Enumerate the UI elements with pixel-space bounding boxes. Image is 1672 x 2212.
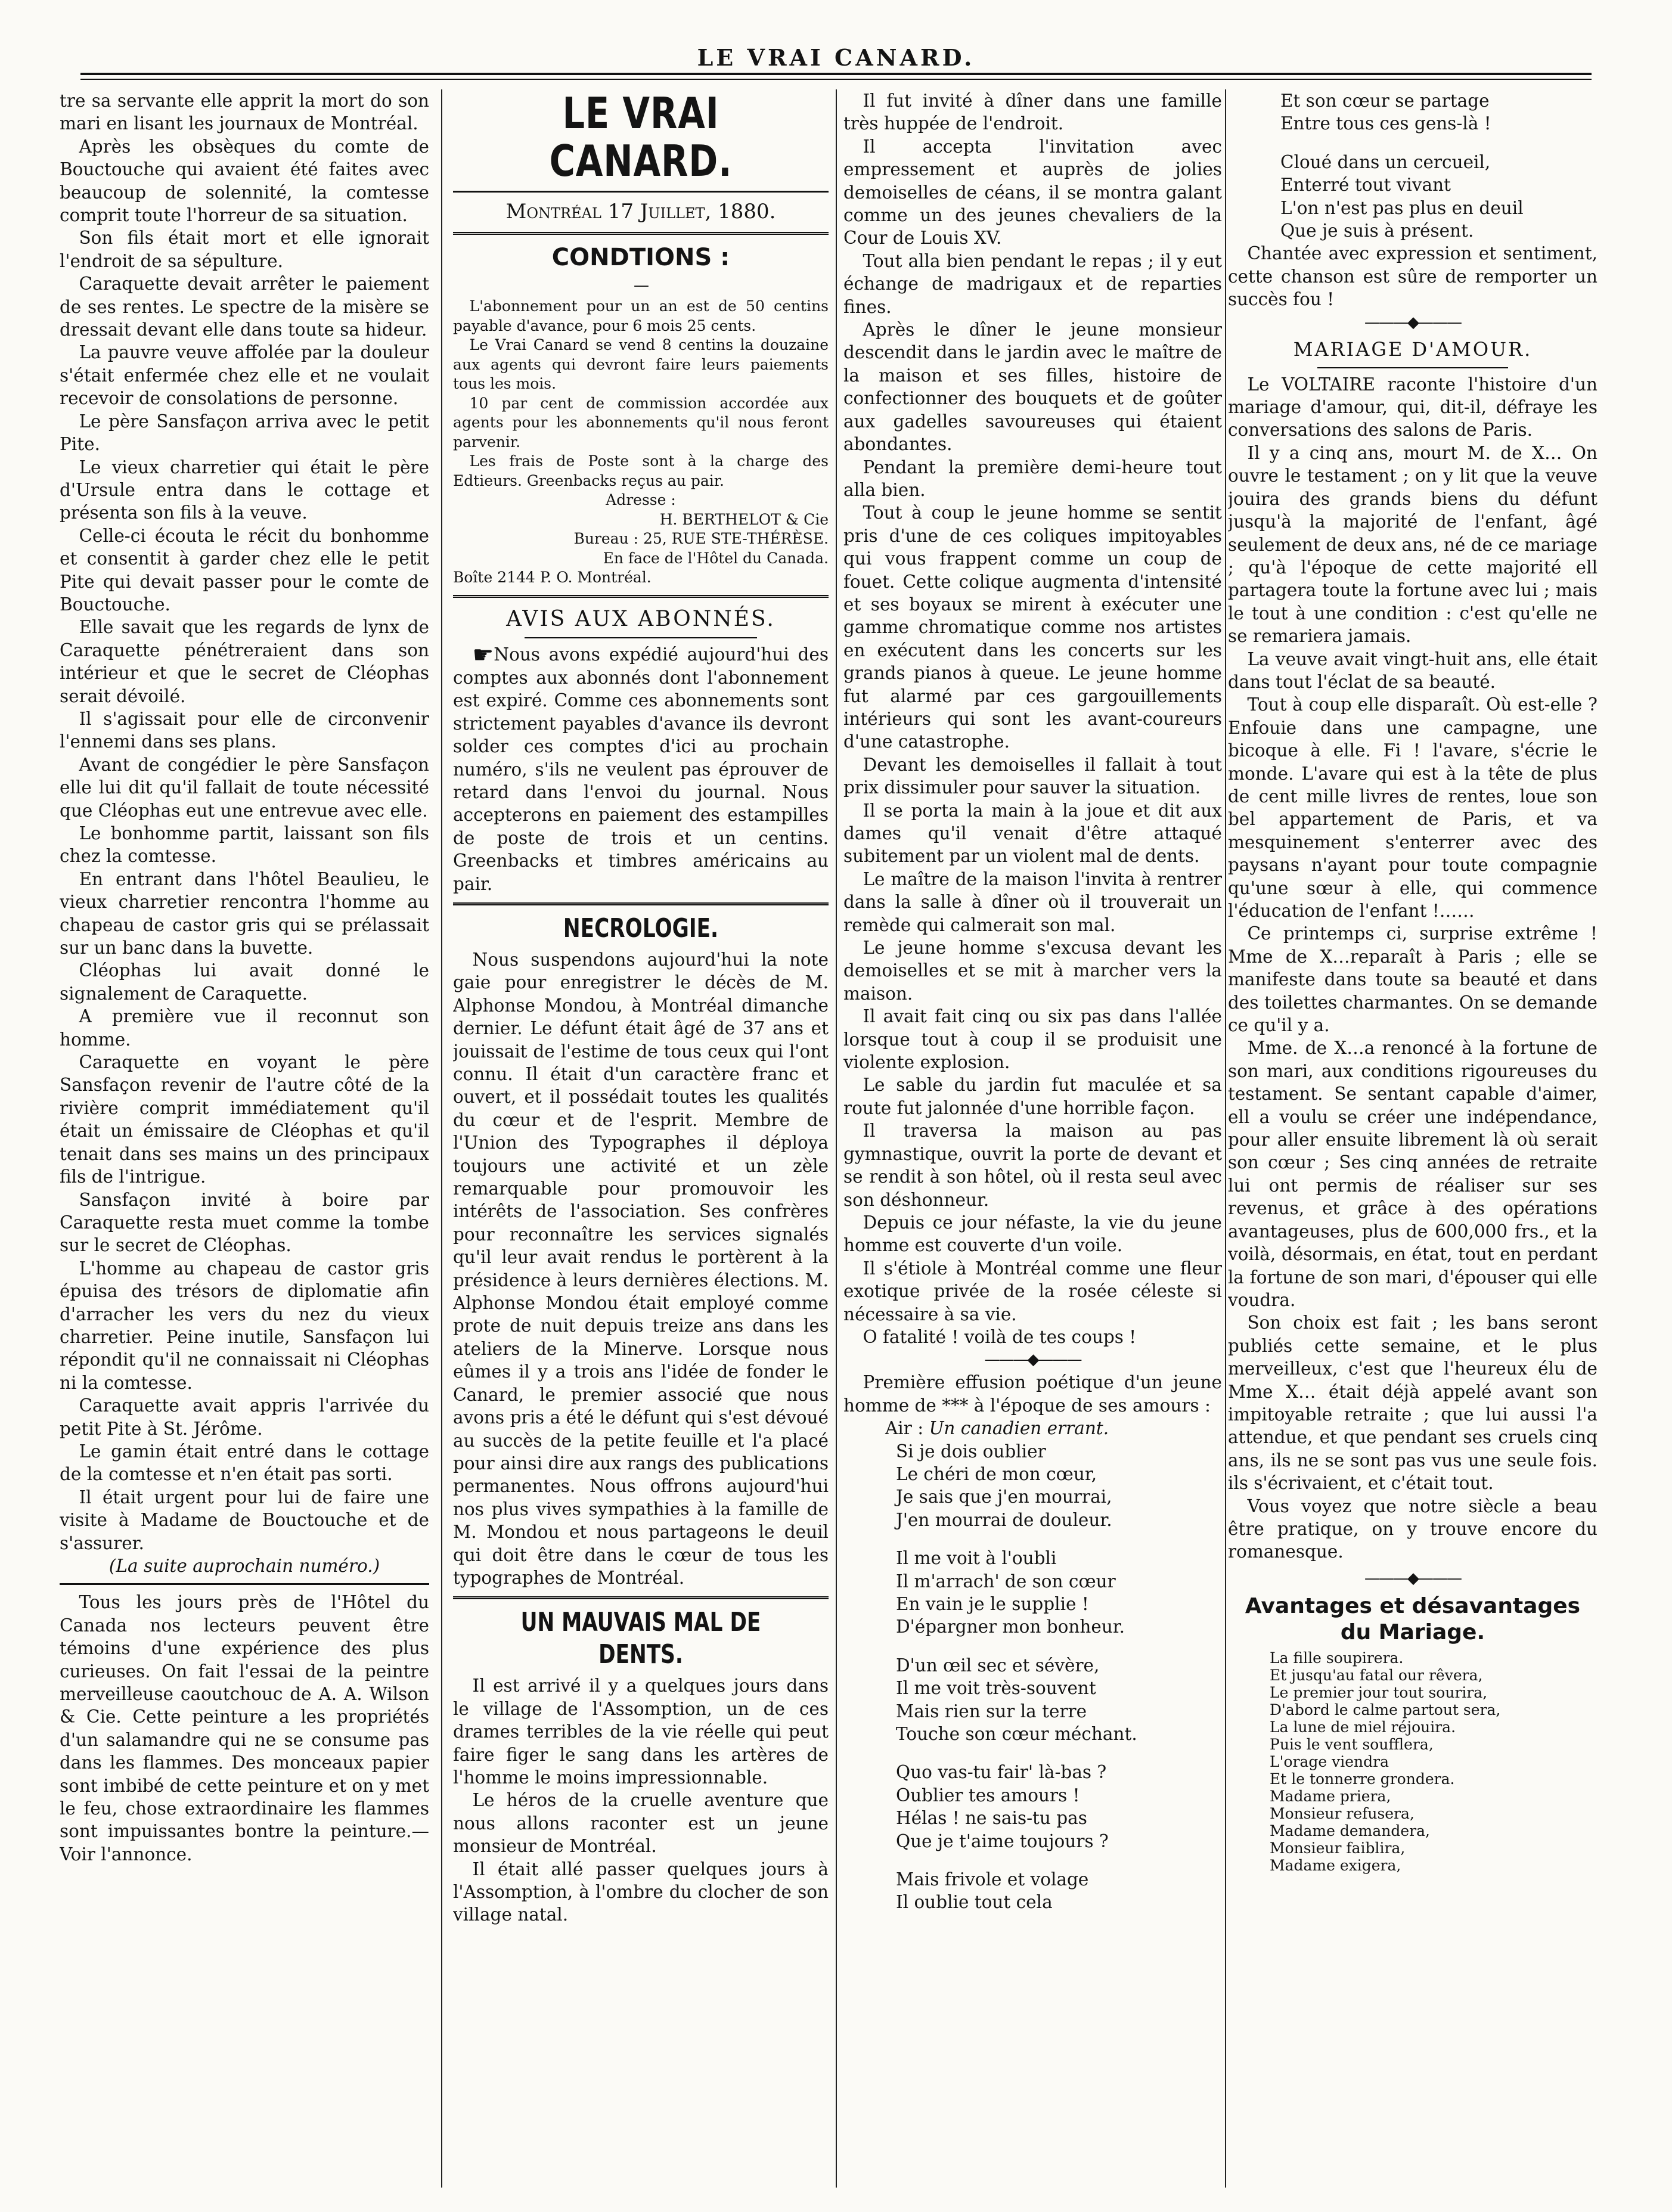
story-paragraph: Caraquette avait appris l'arrivée du petit Pite à St. Jérôme. — [60, 1395, 429, 1439]
story-paragraph: Le père Sansfaçon arriva avec le petit Pite. — [60, 411, 429, 455]
story-paragraph: Tout alla bien pendant le repas ; il y eut échange de madrigaux et de reparties fines. — [843, 250, 1222, 317]
story-paragraph: Pendant la première demi-heure tout alla bien. — [843, 457, 1222, 500]
column-divider — [836, 89, 837, 2188]
story-paragraph: Le bonhomme partit, laissant son fils chez la comtesse. — [60, 823, 429, 867]
condition-item: L'abonnement pour un an est de 50 centins payable d'avance, pour 6 mois 25 cents. — [453, 297, 829, 334]
suite-note: (La suite auprochain numéro.) — [108, 1556, 380, 1576]
section-rule — [453, 232, 829, 235]
story-paragraph: La veuve avait vingt-huit ans, elle était dans tout l'éclat de sa beauté. — [1228, 649, 1597, 692]
column-divider — [1225, 89, 1226, 2188]
verse-line: Quo vas-tu fair' là-bas ? — [896, 1762, 1107, 1783]
verse-line: Il me voit à l'oubli — [896, 1548, 1057, 1569]
after-poem: Chantée avec expression et sentiment, cette chanson est sûre de remporter un succès fou ! — [1228, 243, 1597, 310]
column-divider — [441, 89, 442, 2188]
story-paragraph: Le maître de la maison l'invita à rentrer dans la salle à dîner où il trouverait un remède qui calmerait son mal. — [843, 868, 1222, 935]
verse-line: D'épargner mon bonheur. — [896, 1617, 1125, 1637]
verse-line: La lune de miel réjouira. — [1270, 1718, 1456, 1736]
story-paragraph: Tout à coup elle disparaît. Où est-elle ? Enfouie dans une campagne, une bicoque à elle. Fi ! l'avare, s'écrie le monde. L'avare qui est à la tête de plus de cent mille livres de rentes, loue son bel appartement de Paris, et va mesquinement s'enterrer avec des paysans n'ayant pour toute compagnie qu'une sœur à elle, qui commence l'éducation de l'enfant !…… — [1228, 694, 1597, 921]
story-paragraph: Il s'agissait pour elle de circonvenir l'ennemi dans ses plans. — [60, 708, 429, 752]
poem-stanza — [843, 1761, 1222, 1853]
verse-line: Mais frivole et volage — [896, 1869, 1089, 1890]
necrologie-heading: NECROLOGIE. — [563, 913, 719, 944]
verse-line: Il m'arrach' de son cœur — [896, 1571, 1116, 1591]
running-title: LE VRAI CANARD. — [697, 44, 975, 71]
story-paragraph: Après les obsèques du comte de Bouctouche qui avaient été faites avec beaucoup de solennité, la comtesse comprit toute l'horreur de sa situation. — [60, 136, 429, 226]
verse-line: Mais rien sur la terre — [896, 1701, 1087, 1721]
verse-line: Cloué dans un cercueil, — [1280, 151, 1491, 172]
necrologie-text: Nous suspendons aujourd'hui la note gaie pour enregistrer le décès de M. Alphonse Mondou, à Montréal dimanche dernier. Le défunt était âgé de 37 ans et jouissait de l'estime de tous ceux qui l'ont connu. Il était d'un caractère franc et ouvert, et il possédait toutes les qualités du cœur et de l'esprit. Membre de l'Union des Typographes il déploya toujours une activité et un zèle remarquable pour promouvoir les intérêts de l'association. Ses confrères pour reconnaître les services signalés qu'il leur avait rendus le portèrent à la présidence à leurs dernières élections. M. Alphonse Mondou était employé comme prote de nuit depuis treize ans dans les ateliers de la Minerve. Lorsque nous eûmes il y a trois ans l'idée de fonder le Canard, le premier associé que nous avons pris a été le défunt qui s'est dévoué au succès de la petite feuille et l'a placé pour ainsi dire aux rangs des publications permanentes. Nous offrons aujourd'hui nos plus vives sympathies à la famille de M. Mondou et nous partageons le deuil qui doit être dans le cœur de tous les typographes de Montréal. — [453, 949, 829, 1588]
conditions-heading: CONDTIONS : — [551, 244, 730, 271]
verse-line: Je sais que j'en mourrai, — [896, 1487, 1112, 1507]
condition-item: Les frais de Poste sont à la charge des Edtieurs. Greenbacks reçus au pair. — [453, 452, 829, 489]
heading-rule — [525, 637, 757, 638]
story-paragraph: tre sa servante elle apprit la mort do son mari en lisant les journaux de Montréal. — [60, 91, 429, 134]
story-paragraph: Ce printemps ci, surprise extrême ! Mme de X…reparaît à Paris ; elle se manifeste dans toute sa beauté et dans des toilettes charmantes. On se demande ce qu'il y a. — [1228, 923, 1597, 1036]
verse-line: Le premier jour tout sourira, — [1270, 1683, 1488, 1701]
mal-de-dents-continued — [843, 89, 1222, 1348]
story-paragraph: Il y a cinq ans, mourt M. de X… On ouvre le testament ; on y lit que la veuve jouira des grands biens du défunt jusqu'à la majorité de l'enfant, âgé seulement de deux ans, né de ce mariage ; qu'à l'époque de cette majorité ell partagera toute la fortune avec lui ; mais le tout à une condition : c'est qu'elle ne se remariera jamais. — [1228, 442, 1597, 647]
verse-line: Monsieur refusera, — [1270, 1804, 1414, 1822]
column-2 — [453, 89, 829, 2188]
story-paragraph: Après le dîner le jeune monsieur descendit dans le jardin avec le maître de la maison et ses filles, histoire de confectionner des bouquets et de goûter aux gadelles savoureuses qui étaient abondantes. — [843, 319, 1222, 455]
story-paragraph: Celle-ci écouta le récit du bonhomme et consentit à garder chez elle le petit Pite qui devait passer pour le comte de Bouctouche. — [60, 525, 429, 615]
running-header — [80, 13, 1592, 79]
condition-item: Le Vrai Canard se vend 8 centins la douzaine aux agents qui devront faire leurs paiements tous les mois. — [453, 336, 829, 392]
verse-line: Le chéri de mon cœur, — [896, 1463, 1097, 1484]
verse-line: J'en mourrai de douleur. — [896, 1509, 1112, 1530]
verse-line: Si je dois oublier — [896, 1441, 1046, 1462]
conditions-list — [453, 297, 829, 491]
advert-paragraph: Tous les jours près de l'Hôtel du Canada nos lecteurs peuvent être témoins d'une expérience des plus curieuses. On fait l'essai de la peintre merveilleuse caoutchouc de A. A. Wilson & Cie. Cette peinture a les propriétés d'un salamandre qui ne se consume pas dans les flammes. Des monceaux papier sont imbibé de cette peinture et on y met le feu, chose extraordinaire les flammes sont impuissantes bontre la peinture.—Voir l'annonce. — [60, 1592, 429, 1864]
verse-line: Hélas ! ne sais-tu pas — [896, 1808, 1087, 1829]
header-rule — [80, 73, 1592, 75]
mal-de-dents-heading: UN MAUVAIS MAL DE DENTS. — [520, 1607, 761, 1670]
address-label: Adresse : — [606, 491, 676, 508]
verse-line: L'orage viendra — [1270, 1752, 1389, 1770]
ornament-rule: ———◆——— — [984, 1351, 1081, 1369]
story-paragraph: Cléophas lui avait donné le signalement de Caraquette. — [60, 960, 429, 1004]
mariage-heading: MARIAGE D'AMOUR. — [1293, 337, 1533, 361]
masthead-rule — [453, 191, 829, 193]
avantages-poem — [1228, 1649, 1597, 1874]
story-paragraph: Devant les demoiselles il fallait à tout prix dissimuler pour sauver la situation. — [843, 754, 1222, 798]
avis-text: Nous avons expédié aujourd'hui des comptes aux abonnés dont l'abonnement est expiré. Comme ces abonnements sont strictement payables d'avance ils devront solder ces comptes d'ici au prochain numéro, s'ils ne veulent pas éprouver de retard dans l'envoi du journal. Nous accepterons en paiement des estampilles de poste de trois et un centins. Greenbacks et timbres américains au pair. — [453, 644, 829, 894]
pointing-hand-icon: ☛ — [472, 641, 494, 669]
verse-line: Il me voit très-souvent — [896, 1678, 1096, 1699]
verse-line: Madame priera, — [1270, 1787, 1391, 1805]
poem-stanza — [843, 1440, 1222, 1532]
story-paragraph: Il s'étiole à Montréal comme une fleur exotique privée de la rosée céleste si nécessaire à sa vie. — [843, 1258, 1222, 1324]
column-1 — [60, 89, 429, 2188]
story-paragraph: Son choix est fait ; les bans seront publiés cette semaine, et le plus merveilleux, c'est que l'heureux élu de Mme X… était déjà appelé avant son impitoyable retraite ; que lui aussi l'a attendue, et que pendant ses cruels cinq ans, ils ne se sont pas vus une seule fois. ils s'écrivaient, et c'était tout. — [1228, 1313, 1597, 1494]
verse-line: Enterré tout vivant — [1280, 175, 1451, 196]
masthead: LE VRAI CANARD. — [549, 89, 733, 186]
section-rule — [60, 1583, 429, 1585]
story-paragraph: Tout à coup le jeune homme se sentit pris d'une de ces coliques impitoyables qui vous frappent comme un coup de fouet. Cette colique augmenta d'intensité et ses boyaux se mirent à exécuter une gamme chromatique comme nos artistes en exécutent dans les concerts sur les grands pianos à queue. Le jeune homme fut alarmé par ces gargouillements intérieurs qui sont les avant-coureurs d'une catastrophe. — [843, 502, 1222, 752]
story-paragraph: Le gamin était entré dans le cottage de la comtesse et n'en était pas sorti. — [60, 1441, 429, 1485]
story-paragraph: Vous voyez que notre siècle a beau être pratique, on y trouve encore du romanesque. — [1228, 1496, 1597, 1562]
story-paragraph: Depuis ce jour néfaste, la vie du jeune homme est couverte d'un voile. — [843, 1212, 1222, 1256]
story-paragraph: Il est arrivé il y a quelques jours dans le village de l'Assomption, un de ces drames terribles de la vie réelle qui peut faire figer le sang dans les artères de l'homme le moins impressionnable. — [453, 1676, 829, 1788]
verse-line: Madame demandera, — [1270, 1822, 1430, 1839]
verse-line: Madame exigera, — [1270, 1856, 1401, 1874]
heading-rule — [1317, 367, 1508, 368]
story-paragraph: Il se porta la main à la joue et dit aux dames qu'il venait d'être attaqué subitement par un violent mal de dents. — [843, 800, 1222, 867]
address-facing: En face de l'Hôtel du Canada. — [603, 549, 829, 567]
verse-line: L'on n'est pas plus en deuil — [1280, 197, 1524, 218]
ornament-dash: — — [634, 277, 648, 294]
air-title: Un canadien errant. — [929, 1418, 1109, 1439]
verse-line: Et le tonnerre grondera. — [1270, 1770, 1455, 1788]
poem-stanza — [843, 1547, 1222, 1639]
story-paragraph: Son fils était mort et elle ignorait l'endroit de sa sépulture. — [60, 228, 429, 271]
verse-line: D'abord le calme partout sera, — [1270, 1701, 1501, 1718]
verse-line: Touche son cœur méchant. — [896, 1724, 1137, 1745]
section-rule — [453, 1596, 829, 1599]
avantages-heading: Avantages et désavantages du Mariage. — [1245, 1593, 1581, 1645]
ornament-rule: ———◆——— — [1364, 313, 1461, 331]
story-paragraph: Sansfaçon invité à boire par Caraquette resta muet comme la tombe sur le secret de Cléophas. — [60, 1189, 429, 1256]
verse-line: Entre tous ces gens-là ! — [1280, 113, 1491, 134]
mariage-story — [1228, 373, 1597, 1563]
story-paragraph: Il était allé passer quelques jours à l'Assomption, à l'ombre du clocher de son village natal. — [453, 1859, 829, 1925]
story-paragraph: Le vieux charretier qui était le père d'Ursule entra dans le cottage et présenta son fils à la veuve. — [60, 457, 429, 523]
address-box: Boîte 2144 P. O. Montréal. — [453, 569, 652, 586]
address-bureau: Bureau : 25, RUE STE-THÉRÈSE. — [573, 530, 829, 547]
header-rule-thin — [80, 79, 1592, 80]
story-paragraph: L'homme au chapeau de castor gris épuisa des trésors de diplomatie afin d'arracher les vers du nez du vieux charretier. Peine inutile, Sansfaçon lui répondit qu'il ne connaissait ni Cléophas ni la comtesse. — [60, 1258, 429, 1393]
story-paragraph: La pauvre veuve affolée par la douleur s'était enfermée chez elle et ne voulait recevoir de consolations de personne. — [60, 342, 429, 409]
story-paragraph: Le jeune homme s'excusa devant les demoiselles et se mit à marcher vers la maison. — [843, 938, 1222, 1004]
poem-stanza — [1228, 151, 1597, 243]
story-paragraph: O fatalité ! voilà de tes coups ! — [863, 1326, 1137, 1347]
story-paragraph: En entrant dans l'hôtel Beaulieu, le vieux charretier rencontra l'homme au chapeau de castor gris qui se prélassait sur un banc dans la buvette. — [60, 868, 429, 958]
verse-line: Il oublie tout cela — [896, 1892, 1053, 1913]
verse-line: Oublier tes amours ! — [896, 1785, 1080, 1805]
story-paragraph: Le héros de la cruelle aventure que nous allons raconter est un jeune monsieur de Montréal. — [453, 1790, 829, 1857]
poem-intro: Première effusion poétique d'un jeune homme de *** à l'époque de ses amours : — [843, 1372, 1222, 1416]
section-rule — [453, 595, 829, 598]
story-paragraph: A première vue il reconnut son homme. — [60, 1006, 429, 1050]
verse-line: Puis le vent soufflera, — [1270, 1735, 1434, 1753]
avis-heading: AVIS AUX ABONNÉS. — [506, 606, 775, 631]
poem-stanza — [1228, 89, 1597, 135]
verse-line: Et son cœur se partage — [1280, 91, 1490, 111]
verse-line: En vain je le supplie ! — [896, 1594, 1089, 1614]
ornament-rule: ———◆——— — [1364, 1569, 1461, 1587]
serial-story — [60, 89, 429, 1555]
story-paragraph: Caraquette en voyant le père Sansfaçon revenir de l'autre côté de la rivière comprit immédiatement qu'il était un émissaire de Cléophas et qu'il tenait dans ses mains un des principaux fils de l'intrigue. — [60, 1052, 429, 1187]
story-paragraph: Mme. de X…a renoncé à la fortune de son mari, aux conditions rigoureuses du testament. Se sentant capable d'aimer, ell a voulu se créer une indépendance, pour aller ensuite librement là où serait son cœur ; Ses cinq années de retraite lui ont permis de réaliser sur ses revenus, et grâce à des opérations avantageuses, plus de 600,000 frs., et la voilà, désormais, en état, tout en perdant la fortune de son mari, d'épouser qui elle voudra. — [1228, 1038, 1597, 1310]
verse-line: Et jusqu'au fatal our rêvera, — [1270, 1666, 1483, 1684]
dateline: Montréal 17 Juillet, 1880. — [505, 200, 776, 224]
mal-de-dents-story — [453, 1674, 829, 1926]
verse-line: D'un œil sec et sévère, — [896, 1655, 1100, 1676]
verse-line: Que je suis à présent. — [1280, 221, 1474, 241]
story-paragraph: Avant de congédier le père Sansfaçon elle lui dit qu'il fallait de toute nécessité que Cléophas eut une entrevue avec elle. — [60, 754, 429, 821]
story-paragraph: Il accepta l'invitation avec empressement et auprès de jolies demoiselles de céans, il se montra galant comme un des jeunes chevaliers de la Cour de Louis XV. — [843, 136, 1222, 249]
poem — [843, 1440, 1222, 1914]
story-paragraph: Il avait fait cinq ou six pas dans l'allée lorsque tout à coup il se produisit une violente explosion. — [843, 1006, 1222, 1073]
verse-line: Que je t'aime toujours ? — [896, 1831, 1109, 1851]
address-name: H. BERTHELOT & Cie — [659, 510, 829, 528]
story-paragraph: Le VOLTAIRE raconte l'histoire d'un mariage d'amour, qui, dit-il, défraye les conversations des salons de Paris. — [1228, 374, 1597, 440]
poem-stanza — [843, 1654, 1222, 1746]
verse-line: La fille soupirera. — [1270, 1649, 1404, 1667]
condition-item: 10 par cent de commission accordée aux agents pour les abonnements qu'il nous feront parvenir. — [453, 394, 829, 451]
verse-line: Monsieur faiblira, — [1270, 1839, 1406, 1857]
story-paragraph: Caraquette devait arrêter le paiement de ses rentes. Le spectre de la misère se dressait devant elle dans toute sa hideur. — [60, 274, 429, 340]
column-4 — [1228, 89, 1597, 2188]
poem-stanza — [843, 1868, 1222, 1914]
story-paragraph: Elle savait que les regards de lynx de Caraquette pénétreraient dans son intérieur et que le secret de Cléophas serait dévoilé. — [60, 617, 429, 706]
section-rule — [453, 902, 829, 905]
address-block — [453, 491, 829, 588]
story-paragraph: Il traversa la maison au pas gymnastique, ouvrit la porte de devant et se rendit à son hôtel, où il resta seul avec son déshonneur. — [843, 1121, 1222, 1210]
story-paragraph: Il était urgent pour lui de faire une visite à Madame de Bouctouche et de s'assurer. — [60, 1487, 429, 1553]
story-paragraph: Le sable du jardin fut maculée et sa route fut jalonnée d'une horrible façon. — [843, 1075, 1222, 1118]
column-3 — [843, 89, 1222, 2188]
air-label: Air : — [885, 1418, 924, 1439]
story-paragraph: Il fut invité à dîner dans une famille très huppée de l'endroit. — [843, 91, 1222, 134]
